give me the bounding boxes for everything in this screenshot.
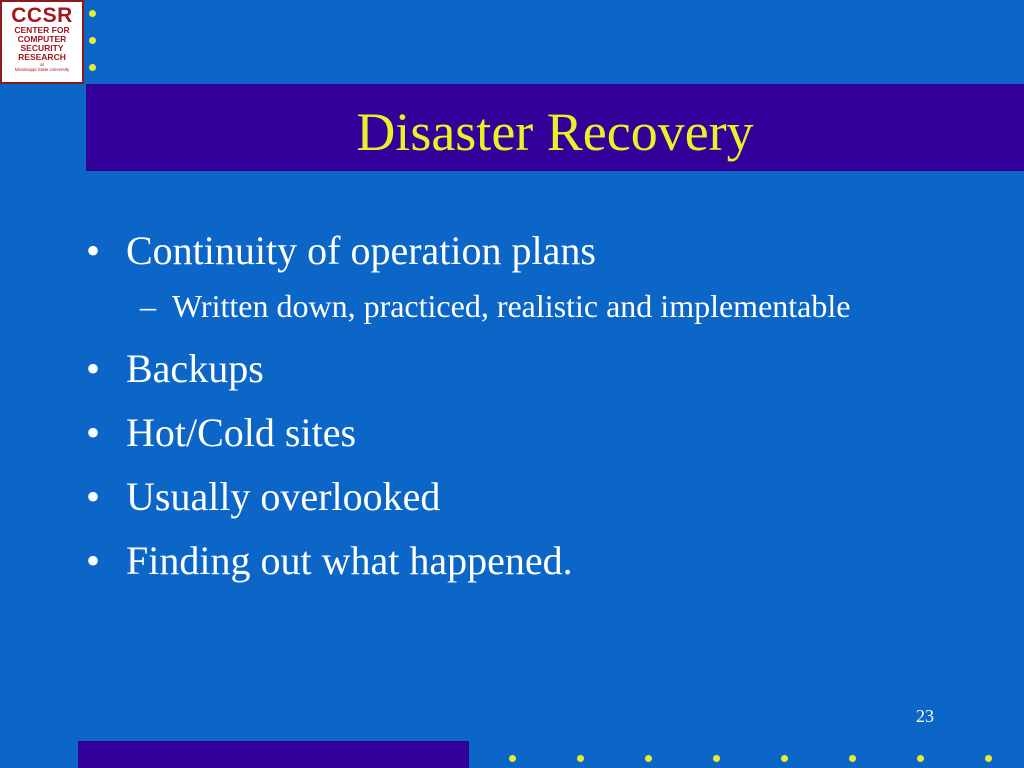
dot [509,755,516,762]
bullet-item [86,474,986,520]
dot [781,755,788,762]
bullet-text: Continuity of operation plans [126,228,596,273]
logo-line: COMPUTER [17,34,67,44]
bullet-text: Finding out what happened. [126,538,573,583]
bottom-bar [78,741,469,768]
dot [577,755,584,762]
vertical-dot-decoration [89,10,96,91]
bullet-list [86,228,986,602]
bullet-item [86,410,986,456]
bullet-marker: • [86,346,101,391]
dot [645,755,652,762]
dot [917,755,924,762]
dot [89,10,96,17]
bullet-item [86,346,986,392]
dot [849,755,856,762]
dash-marker: – [140,288,156,324]
horizontal-dot-decoration [509,755,1009,763]
bullet-marker: • [86,228,101,273]
title-band [86,84,1024,171]
bullet-marker: • [86,538,101,583]
dot [713,755,720,762]
logo-mark: CCSR [11,4,73,27]
dot [985,755,992,762]
bullet-item [86,228,986,274]
bullet-marker: • [86,474,101,519]
bullet-text: Backups [126,346,264,391]
bullet-text: Usually overlooked [126,474,441,519]
ccsr-logo [0,0,84,84]
dot [89,64,96,71]
logo-line: SECURITY [20,43,64,53]
bullet-marker: • [86,410,101,455]
bullet-item [86,538,986,584]
logo-at: at [40,62,44,67]
logo-university: Mississippi State University [14,67,70,72]
dot [89,37,96,44]
logo-line: CENTER FOR [14,25,70,35]
sub-bullet-item [86,284,986,328]
slide-title: Disaster Recovery [356,102,754,162]
sub-bullet-text: Written down, practiced, realistic and implementable [172,288,851,324]
page-number: 23 [916,706,934,726]
bullet-text: Hot/Cold sites [126,410,357,455]
logo-line: RESEARCH [18,52,66,62]
